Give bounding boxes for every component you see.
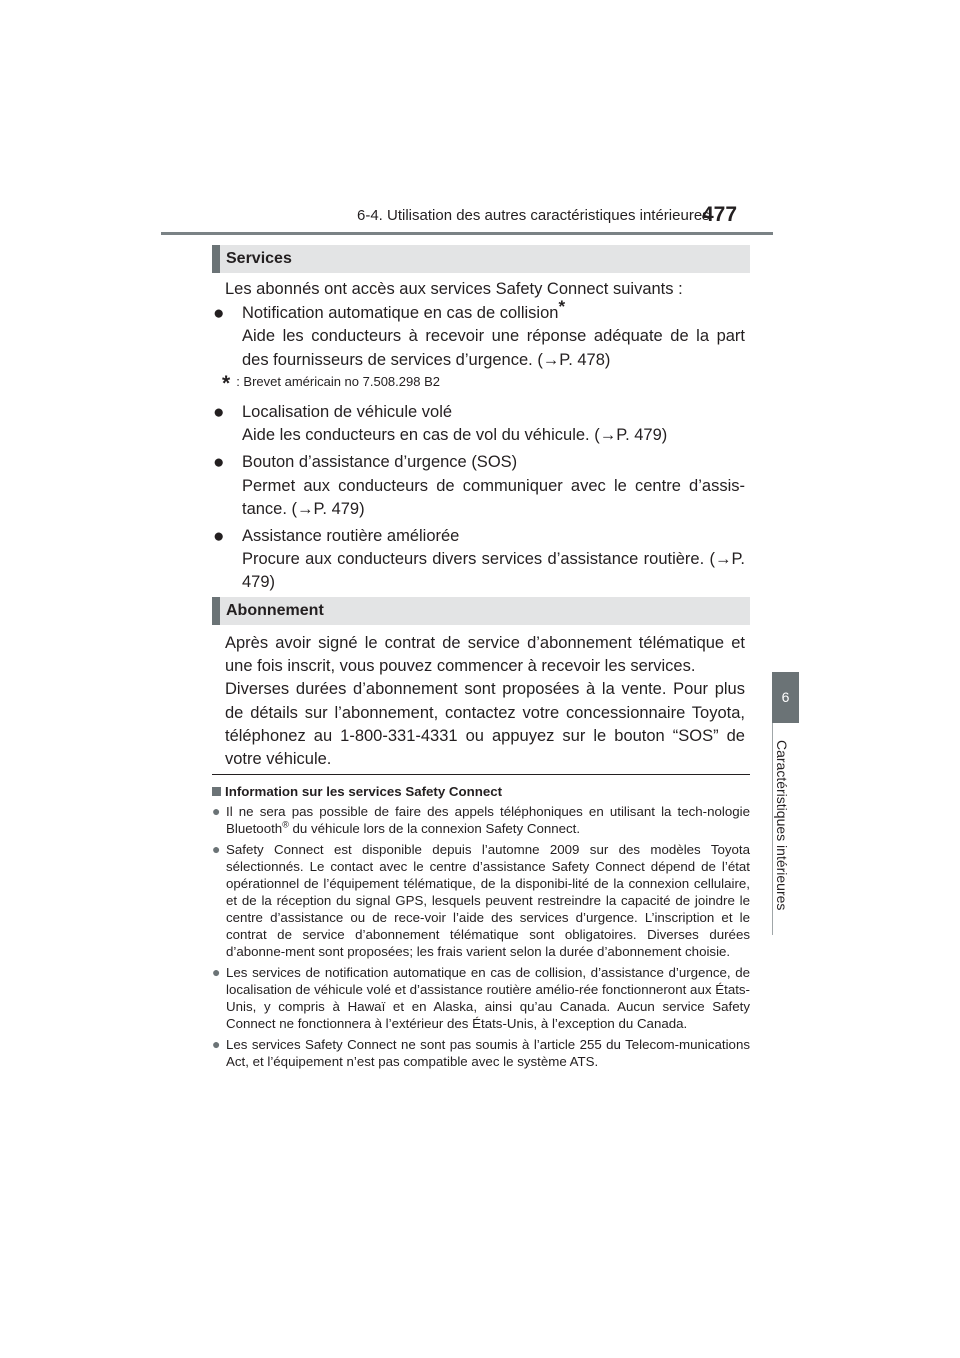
header-divider <box>161 232 773 235</box>
services-intro: Les abonnés ont accès aux services Safety Connect suivants : <box>225 280 683 298</box>
service-item: ● Assistance routière améliorée Procure aux conducteurs divers services d’assistance routière. (→P. 479) <box>213 526 745 592</box>
page-number: 477 <box>702 203 738 226</box>
bullet-icon: ● <box>212 841 221 857</box>
service-item: ● Bouton d’assistance d’urgence (SOS) Permet aux conducteurs de communiquer avec le centre d’assis-tance. (→P. 479) <box>213 452 745 518</box>
note-item: ● Safety Connect est disponible depuis l’automne 2009 sur des modèles Toyota sélectionnés. Le contact avec le centre d’assistance Safety Connect dépend de l’état opérationnel de l’équipement télématique, de la disponibi-lité de la connexion cellulaire, et de la réception du signal GPS, lesquels peuvent restreindre la capacité de joindre le centre d’assistance ou de rece-voir l’aide des services d’urgence. L’inscription et le contrat de service d’abonnement télématique sont obligatoires. Diverses durées d’abonne-ment sont proposées; les frais varient selon la durée d’abonnement choisie. <box>212 841 750 959</box>
abonnement-para-2: Diverses durées d’abonnement sont proposées à la vente. Pour plus de détails sur l’abonnement, contactez votre concessionnaire Toyota, téléphonez au 1-800-331-4331 ou appuyez sur le bouton “SOS” de votre véhicule. <box>225 680 745 769</box>
square-bullet-icon <box>212 787 221 796</box>
bullet-icon: ● <box>213 452 225 474</box>
abonnement-para-1: Après avoir signé le contrat de service d’abonnement télématique et une fois inscrit, vous pouvez commencer à recevoir les services. <box>225 634 745 676</box>
service-item: ● Notification automatique en cas de collision* Aide les conducteurs à recevoir une réponse adéquate de la part des fournisseurs de services d’urgence. (→P. 478) <box>213 297 745 369</box>
abonnement-text <box>225 632 745 771</box>
note-item: ● Les services Safety Connect ne sont pas soumis à l’article 255 du Telecom-munications Act, et l’équipement n’est pas compatible avec le système ATS. <box>212 1036 750 1069</box>
bullet-icon: ● <box>212 1036 221 1052</box>
services-intro-block <box>213 278 745 372</box>
note-divider <box>212 774 750 775</box>
service-item: ● Localisation de véhicule volé Aide les conducteurs en cas de vol du véhicule. (→P. 479) <box>213 402 668 445</box>
bullet-icon: ● <box>212 803 221 819</box>
services-heading: Services <box>212 245 750 273</box>
bullet-icon: ● <box>212 964 221 980</box>
note-block <box>212 783 750 1070</box>
section-title: 6-4. Utilisation des autres caractéristiques intérieures <box>357 207 710 224</box>
bullet-icon: ● <box>213 303 225 325</box>
chapter-tab: 6 <box>772 672 799 723</box>
services-list <box>213 401 745 595</box>
note-item: ● Les services de notification automatique en cas de collision, d’assistance d’urgence, de localisation de véhicule volé et d’assistance routière amélio-rée fonctionneront aux États-Unis, y compris à Hawaï et en Alaska, ainsi qu’au Canada. Aucun service Safety Connect ne fonctionnera à l’extérieur des États-Unis, à l’exception du Canada. <box>212 964 750 1031</box>
chapter-label: Caractéristiques intérieures <box>774 740 790 911</box>
note-item: ● Il ne sera pas possible de faire des appels téléphoniques en utilisant la tech-nologie Bluetooth® du véhicule lors de la connexion Safety Connect. <box>212 803 750 836</box>
bullet-icon: ● <box>213 526 225 548</box>
note-heading: Information sur les services Safety Connect <box>212 783 750 800</box>
abonnement-heading: Abonnement <box>212 597 750 625</box>
footnote: * : Brevet américain no 7.508.298 B2 <box>222 372 440 395</box>
bullet-icon: ● <box>213 402 225 423</box>
